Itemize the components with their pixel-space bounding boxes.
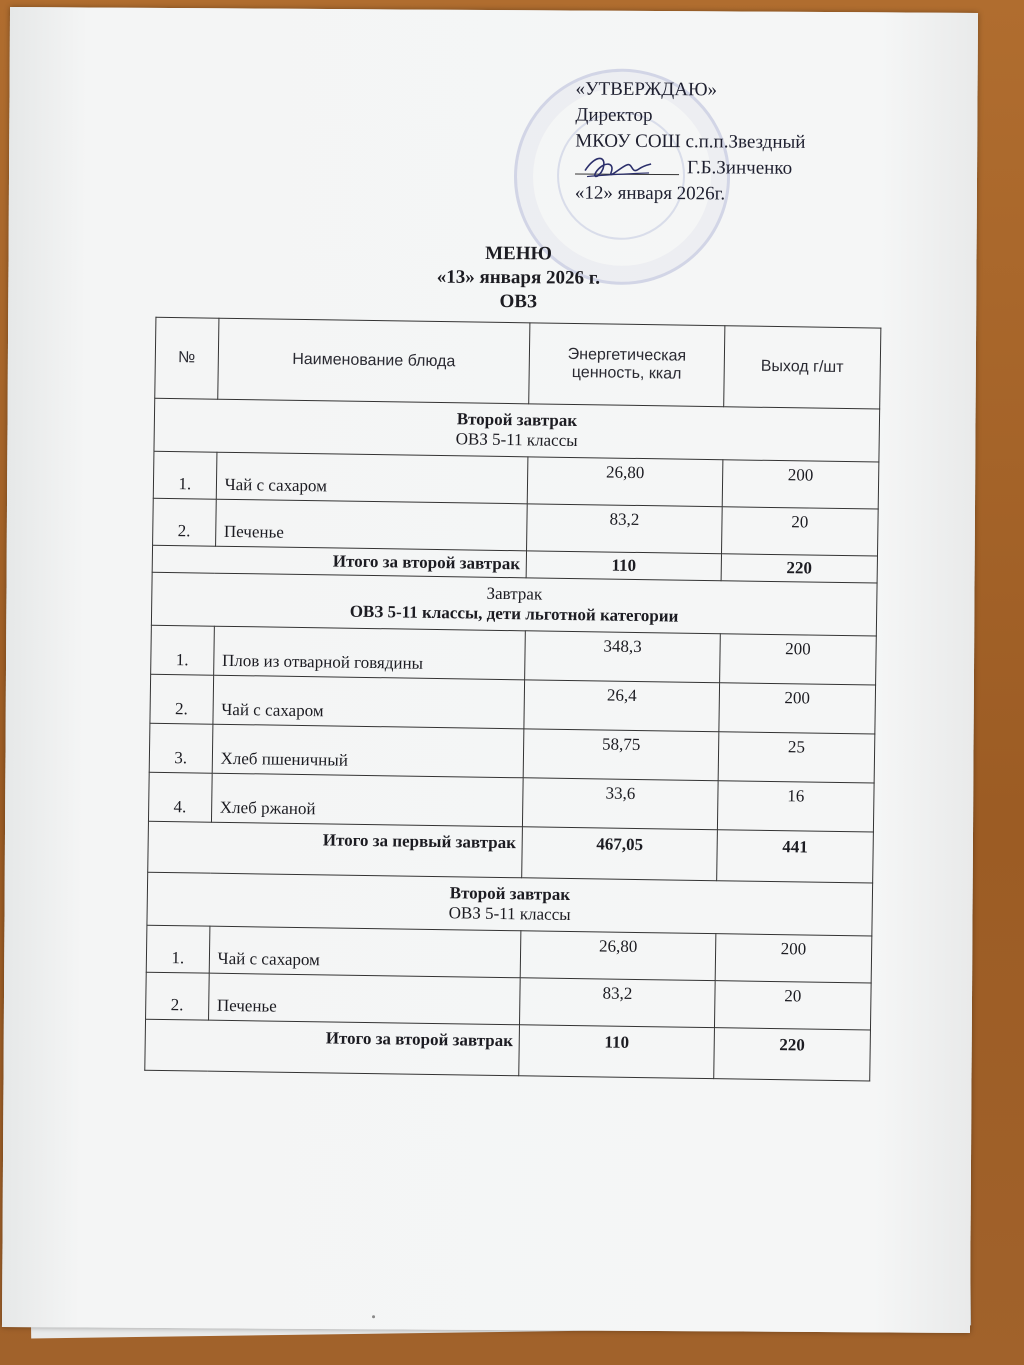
section-title: Второй завтрак [449, 883, 571, 905]
section-title: Второй завтрак [456, 409, 578, 431]
row-num: 1. [151, 625, 214, 675]
section-subtitle: ОВЗ 5-11 классы [448, 903, 571, 925]
organization-name: МКОУ СОШ с.п.п.Звездный [575, 130, 806, 153]
dish-output: 16 [717, 781, 874, 832]
dish-kcal: 83,2 [527, 504, 722, 554]
approver-position: Директор [575, 104, 653, 126]
total-row [145, 1019, 871, 1081]
col-header-num: № [155, 317, 219, 399]
dish-output: 200 [719, 683, 876, 734]
dish-output: 25 [718, 732, 875, 783]
row-num: 2. [146, 972, 209, 1020]
row-num: 4. [148, 772, 211, 822]
total-output: 441 [716, 830, 873, 883]
dish-output: 200 [715, 934, 872, 983]
row-num: 2. [150, 674, 213, 724]
paper-speck [372, 1315, 375, 1318]
table-header-row [155, 317, 881, 409]
col-header-output: Выход г/шт [723, 326, 880, 409]
total-label: Итого за первый завтрак [148, 821, 523, 878]
dish-name: Печенье [215, 499, 527, 551]
approval-date: «12» января 2026г. [574, 182, 726, 205]
dish-output: 20 [714, 981, 871, 1030]
col-header-kcal: Энергетическая ценность, ккал [529, 323, 725, 407]
page-title: МЕНЮ [485, 242, 552, 265]
col-header-name: Наименование блюда [217, 318, 530, 404]
document-sheet [2, 7, 978, 1333]
dish-name: Чай с сахаром [216, 452, 528, 504]
dish-output: 200 [719, 634, 876, 685]
menu-title-block [308, 241, 728, 316]
approval-block [575, 77, 876, 209]
menu-date: «13» января 2026 г. [436, 266, 601, 289]
dish-name: Чай с сахаром [213, 675, 525, 729]
total-label: Итого за второй завтрак [152, 545, 527, 578]
total-output: 220 [713, 1028, 870, 1081]
total-kcal: 110 [526, 551, 721, 581]
handwritten-signature [581, 149, 653, 187]
total-kcal: 110 [519, 1025, 714, 1079]
approve-word: «УТВЕРЖДАЮ» [575, 78, 718, 101]
dish-kcal: 83,2 [520, 978, 715, 1028]
dish-kcal: 26,4 [524, 680, 719, 732]
dish-name: Хлеб пшеничный [212, 724, 524, 778]
row-num: 2. [153, 498, 216, 546]
dish-name: Печенье [208, 973, 520, 1025]
dish-name: Чай с сахаром [209, 926, 521, 978]
dish-output: 200 [722, 460, 879, 509]
section-title: Завтрак [486, 583, 543, 604]
row-num: 3. [149, 723, 212, 773]
section-subtitle: ОВЗ 5-11 классы [455, 429, 578, 451]
dish-name: Хлеб ржаной [211, 773, 523, 827]
signer-name: Г.Б.Зинченко [687, 157, 793, 179]
section-subtitle: ОВЗ 5-11 классы, дети льготной категории [349, 601, 679, 626]
dish-kcal: 26,80 [520, 931, 715, 981]
dish-kcal: 33,6 [523, 778, 718, 830]
total-output: 220 [721, 554, 878, 583]
dish-output: 20 [721, 507, 878, 556]
menu-category: ОВЗ [499, 291, 538, 313]
dish-kcal: 26,80 [527, 457, 722, 507]
dish-kcal: 348,3 [525, 631, 720, 683]
menu-table [144, 317, 881, 1082]
row-num: 1. [153, 451, 216, 499]
dish-name: Плов из отварной говядины [213, 626, 525, 680]
dish-kcal: 58,75 [523, 729, 718, 781]
row-num: 1. [146, 925, 209, 973]
total-label: Итого за второй завтрак [145, 1019, 520, 1076]
total-kcal: 467,05 [522, 827, 717, 881]
